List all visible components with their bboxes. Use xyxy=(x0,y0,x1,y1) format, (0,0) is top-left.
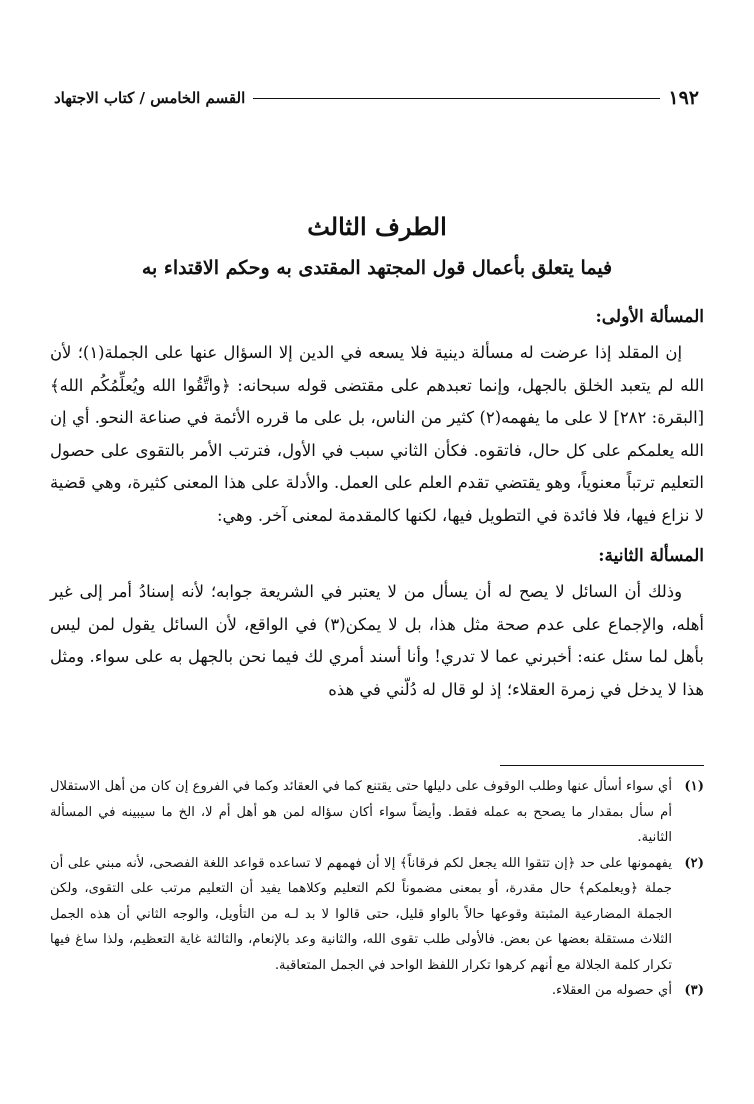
page-number: ١٩٢ xyxy=(668,87,699,109)
footnote-rule xyxy=(500,765,704,766)
issue-1-heading: المسألة الأولى: xyxy=(595,307,704,327)
footnotes xyxy=(50,765,704,1004)
footnote-number: (٣) xyxy=(684,983,704,998)
footnote-text: أي حصوله من العقلاء. xyxy=(551,983,672,998)
main-text xyxy=(50,205,704,706)
section-subtitle: فيما يتعلق بأعمال قول المجتهد المقتدى به وحكم الاقتداء به xyxy=(141,257,613,279)
footnote-text: يفهمونها على حد ﴿إن تتقوا الله يجعل لكم فرقاناً﴾ إلا أن فهمهم لا تساعده قواعد اللغة الفصحى، لأنه مبني على أن جملة ﴿ويعلمكم﴾ حال مقدرة، أو بمعنى مضموناً لكم التعليم وكلاهما يفيد أن التعليم مرتب على التقوى، ولكن الجملة المضارعية المثبتة وقوعها حالاً بالواو قليل، حتى قالوا لا بد لـه من التأويل، والوجه الثاني أن هذه الجمل الثلاث مستقلة بعضها عن بعض. فالأولى طلب تقوى الله، والثانية وعد بالإنعام، والثالثة غاية التعظيم، ولذا ساغ فيها تكرار كلمة الجلالة مع أنهم كرهوا تكرار اللفظ الواحد في الجمل المتعاقبة. xyxy=(50,855,672,973)
footnote-number: (١) xyxy=(684,779,704,794)
footnote-text: أي سواء أسأل عنها وطلب الوقوف على دليلها حتى يقتنع كما في العقائد وكما في الفروع إن كان من أهل الاستقلال أم سأل بمقدار ما يصحح به عمله فقط. وأيضاً سواء أكان سؤاله لمن هو أهل أم لا، الخ ما سيبينه في المسألة الثانية. xyxy=(50,779,672,845)
issue-2-paragraph: وذلك أن السائل لا يصح له أن يسأل من لا يعتبر في الشريعة جوابه؛ لأنه إسنادُ أمر إلى غير أهله، والإجماع على عدم صحة مثل هذا، بل لا يمكن(٣) في الواقع، لأن السائل يقول لمن ليس بأهل لما سئل عنه: أخبرني عما لا تدري! وأنا أسند أمري لك فيما نحن بالجهل به على سواء. ومثل هذا لا يدخل في زمرة العقلاء؛ إذ لو قال له دُلّني في هذه xyxy=(50,582,704,699)
footnote xyxy=(50,774,704,851)
issue-1-paragraph: إن المقلد إذا عرضت له مسألة دينية فلا يسعه في الدين إلا السؤال عنها على الجملة(١)؛ لأن الله لم يتعبد الخلق بالجهل، وإنما تعبدهم على مقتضى قوله سبحانه: ﴿واتَّقُوا الله ويُعلِّمُكُم الله﴾ [البقرة: ٢٨٢] لا على ما يفهمه(٢) كثير من الناس، بل على ما قرره الأئمة في صناعة النحو. أي إن الله يعلمكم على كل حال، فاتقوه. فكأن الثاني سبب في الأول، فترتب الأمر بالتقوى على حصول التعليم ترتباً معنوياً، وهو يقتضي تقدم العلم على العمل. والأدلة على هذا المعنى كثيرة، وهي قضية لا نزاع فيها، فلا فائدة في التطويل فيها، لكنها كالمقدمة لمعنى آخر. وهي: xyxy=(50,343,705,525)
issue-2-heading: المسألة الثانية: xyxy=(598,546,704,566)
footnote xyxy=(50,851,704,979)
section-title: الطرف الثالث xyxy=(307,212,447,241)
footnote-number: (٢) xyxy=(684,855,704,871)
header-rule xyxy=(253,98,660,99)
running-title: القسم الخامس / كتاب الاجتهاد xyxy=(54,89,246,107)
page-header xyxy=(54,84,699,112)
footnote xyxy=(50,978,704,1004)
